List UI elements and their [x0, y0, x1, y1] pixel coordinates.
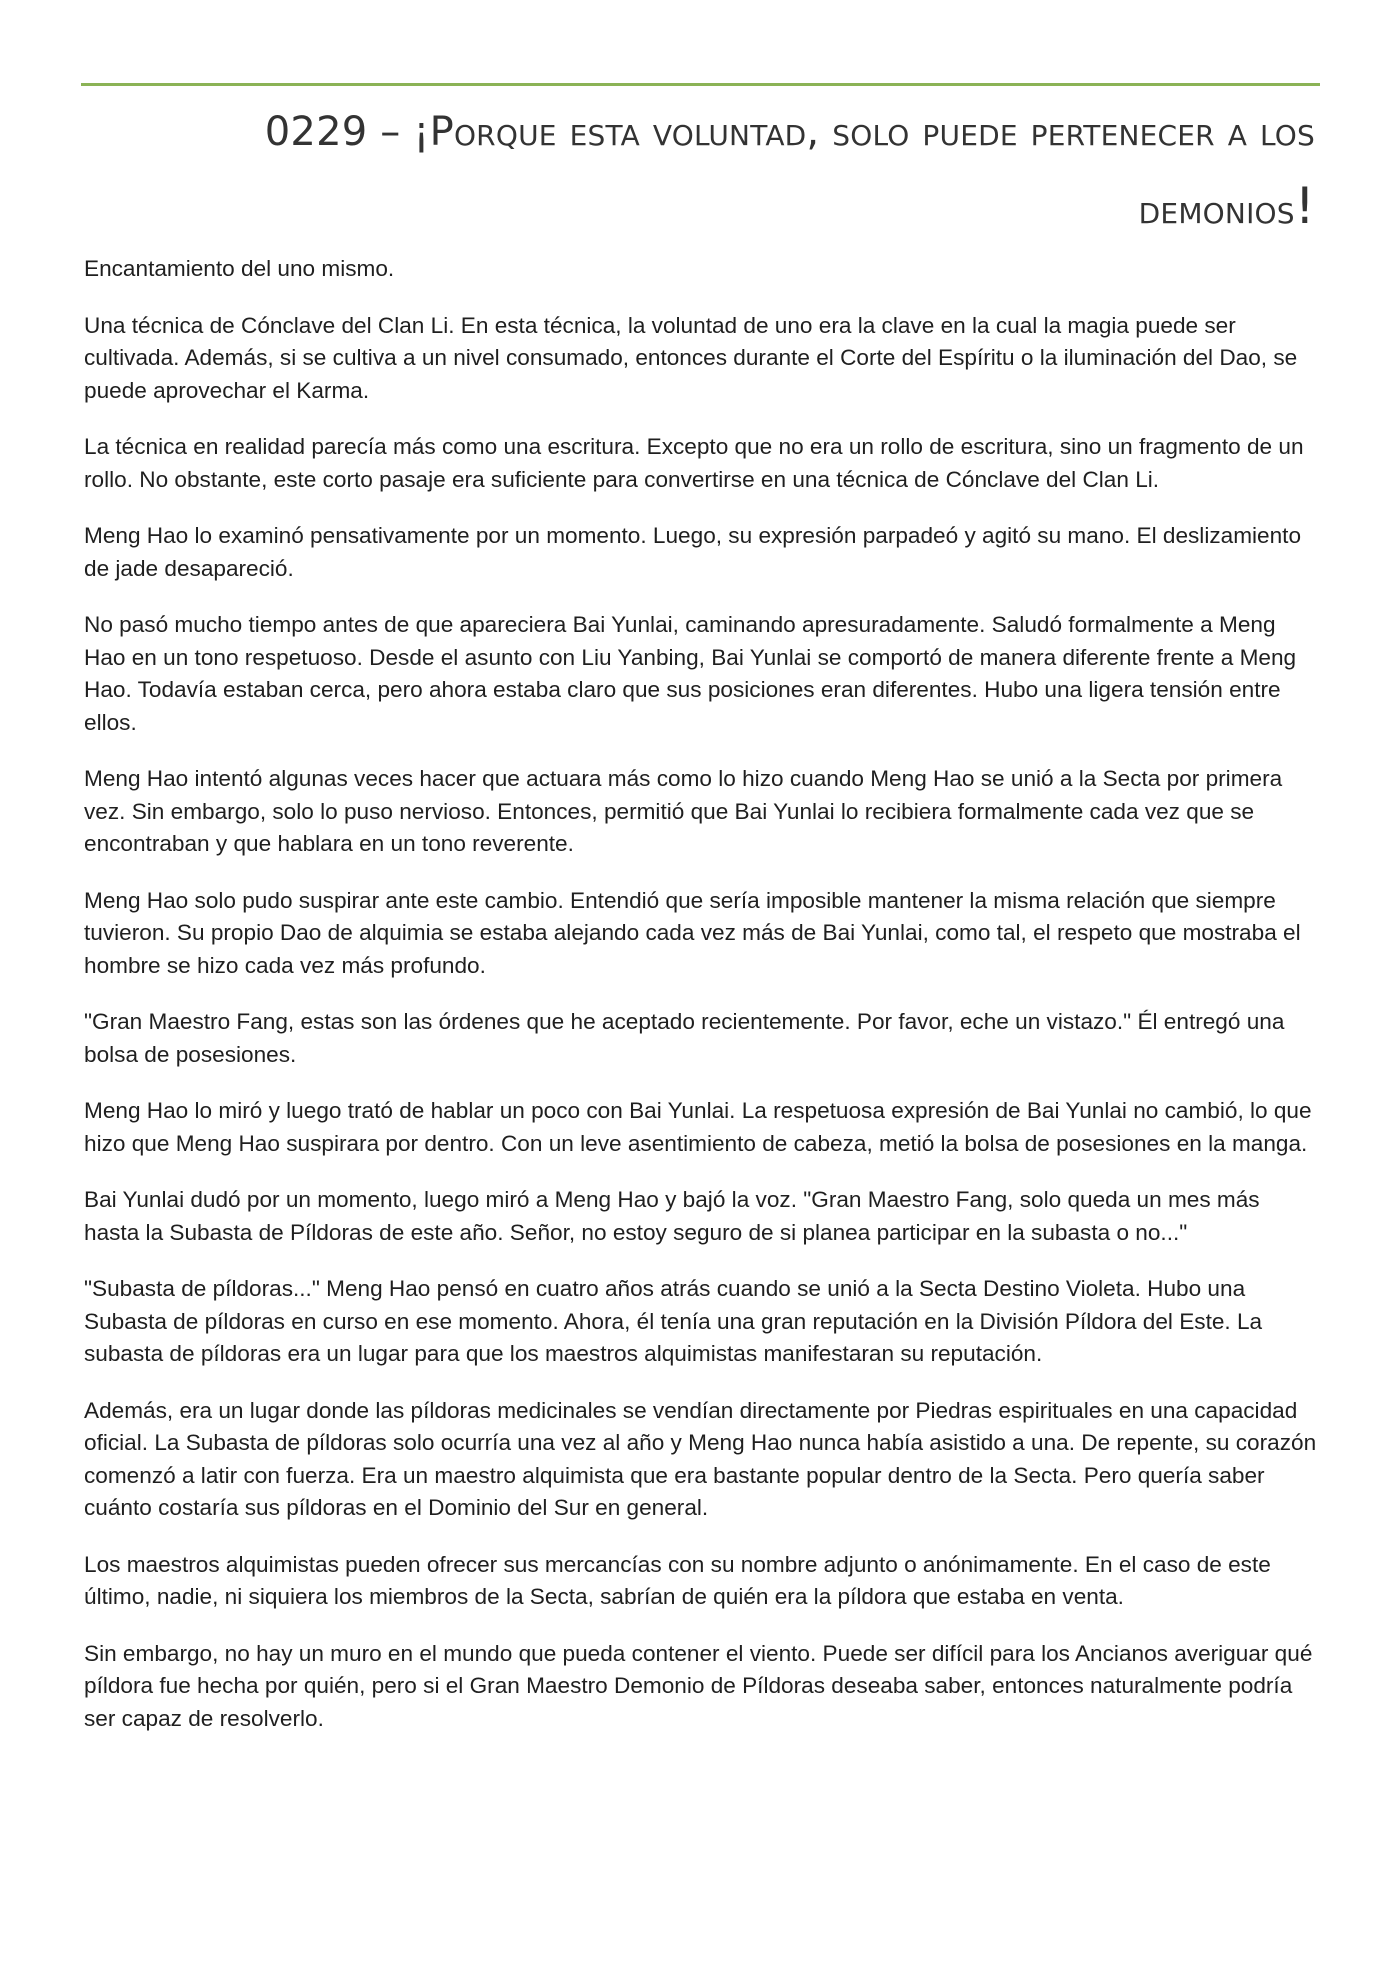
paragraph: "Gran Maestro Fang, estas son las órdenes que he aceptado recientemente. Por favor, eche un vistazo." Él entregó una bolsa de posesiones.: [84, 1009, 1285, 1067]
paragraph: Meng Hao intentó algunas veces hacer que actuara más como lo hizo cuando Meng Hao se unió a la Secta por primera vez. Sin embargo, solo lo puso nervioso. Entonces, permitió que Bai Yunlai lo recibiera formalmente cada vez que se encontraban y que hablara en un tono reverente.: [84, 766, 1283, 856]
chapter-title-text: 0229 – ¡Porque esta voluntad, solo puede pertenecer a los demonios: [264, 109, 1315, 233]
paragraph: Una técnica de Cónclave del Clan Li. En esta técnica, la voluntad de uno era la clave en la cual la magia puede ser cultivada. Además, si se cultiva a un nivel consumado, entonces durante el Corte del Espíritu o la iluminación del Dao, se puede aprovechar el Karma.: [84, 312, 1298, 403]
paragraph: Sin embargo, no hay un muro en el mundo que pueda contener el viento. Puede ser difícil para los Ancianos averiguar qué píldora fue hecha por quién, pero si el Gran Maestro Demonio de Píldoras deseaba saber, entonces naturalmente podría ser capaz de resolverlo.: [84, 1640, 1313, 1731]
chapter-title-exclamation: !: [1294, 177, 1315, 235]
paragraph: Encantamiento del uno mismo.: [84, 256, 395, 281]
paragraph: La técnica en realidad parecía más como una escritura. Excepto que no era un rollo de escritura, sino un fragmento de un rollo. No obstante, este corto pasaje era suficiente para convertirse en una técnica de Cónclave del Clan Li.: [84, 434, 1304, 492]
paragraph: Los maestros alquimistas pueden ofrecer sus mercancías con su nombre adjunto o anónimamente. En el caso de este último, nadie, ni siquiera los miembros de la Secta, sabrían de quién era la píldora que estaba en venta.: [84, 1551, 1271, 1609]
chapter-title: [230, 95, 1315, 247]
paragraph: Además, era un lugar donde las píldoras medicinales se vendían directamente por Piedras espirituales en una capacidad oficial. La Subasta de píldoras solo ocurría una vez al año y Meng Hao nunca había asistido a una. De repente, su corazón comenzó a latir con fuerza. Era un maestro alquimista que era bastante popular dentro de la Secta. Pero quería saber cuánto costaría sus píldoras en el Dominio del Sur en general.: [84, 1397, 1317, 1520]
chapter-body: [84, 253, 1320, 1759]
paragraph: Meng Hao solo pudo suspirar ante este cambio. Entendió que sería imposible mantener la misma relación que siempre tuvieron. Su propio Dao de alquimia se estaba alejando cada vez más de Bai Yunlai, como tal, el respeto que mostraba el hombre se hizo cada vez más profundo.: [84, 887, 1301, 978]
paragraph: Meng Hao lo miró y luego trató de hablar un poco con Bai Yunlai. La respetuosa expresión de Bai Yunlai no cambió, lo que hizo que Meng Hao suspirara por dentro. Con un leve asentimiento de cabeza, metió la bolsa de posesiones en la manga.: [84, 1098, 1312, 1156]
paragraph: No pasó mucho tiempo antes de que apareciera Bai Yunlai, caminando apresuradamente. Saludó formalmente a Meng Hao en un tono respetuoso. Desde el asunto con Liu Yanbing, Bai Yunlai se comportó de manera diferente frente a Meng Hao. Todavía estaban cerca, pero ahora estaba claro que sus posiciones eran diferentes. Hubo una ligera tensión entre ellos.: [84, 612, 1297, 735]
paragraph: Meng Hao lo examinó pensativamente por un momento. Luego, su expresión parpadeó y agitó su mano. El deslizamiento de jade desapareció.: [84, 523, 1302, 581]
header-divider: [81, 83, 1320, 86]
paragraph: "Subasta de píldoras..." Meng Hao pensó en cuatro años atrás cuando se unió a la Secta Destino Violeta. Hubo una Subasta de píldoras en curso en ese momento. Ahora, él tenía una gran reputación en la División Píldora del Este. La subasta de píldoras era un lugar para que los maestros alquimistas manifestaran su reputación.: [84, 1276, 1263, 1366]
paragraph: Bai Yunlai dudó por un momento, luego miró a Meng Hao y bajó la voz. "Gran Maestro Fang, solo queda un mes más hasta la Subasta de Píldoras de este año. Señor, no estoy seguro de si planea participar en la subasta o no...": [84, 1187, 1260, 1245]
